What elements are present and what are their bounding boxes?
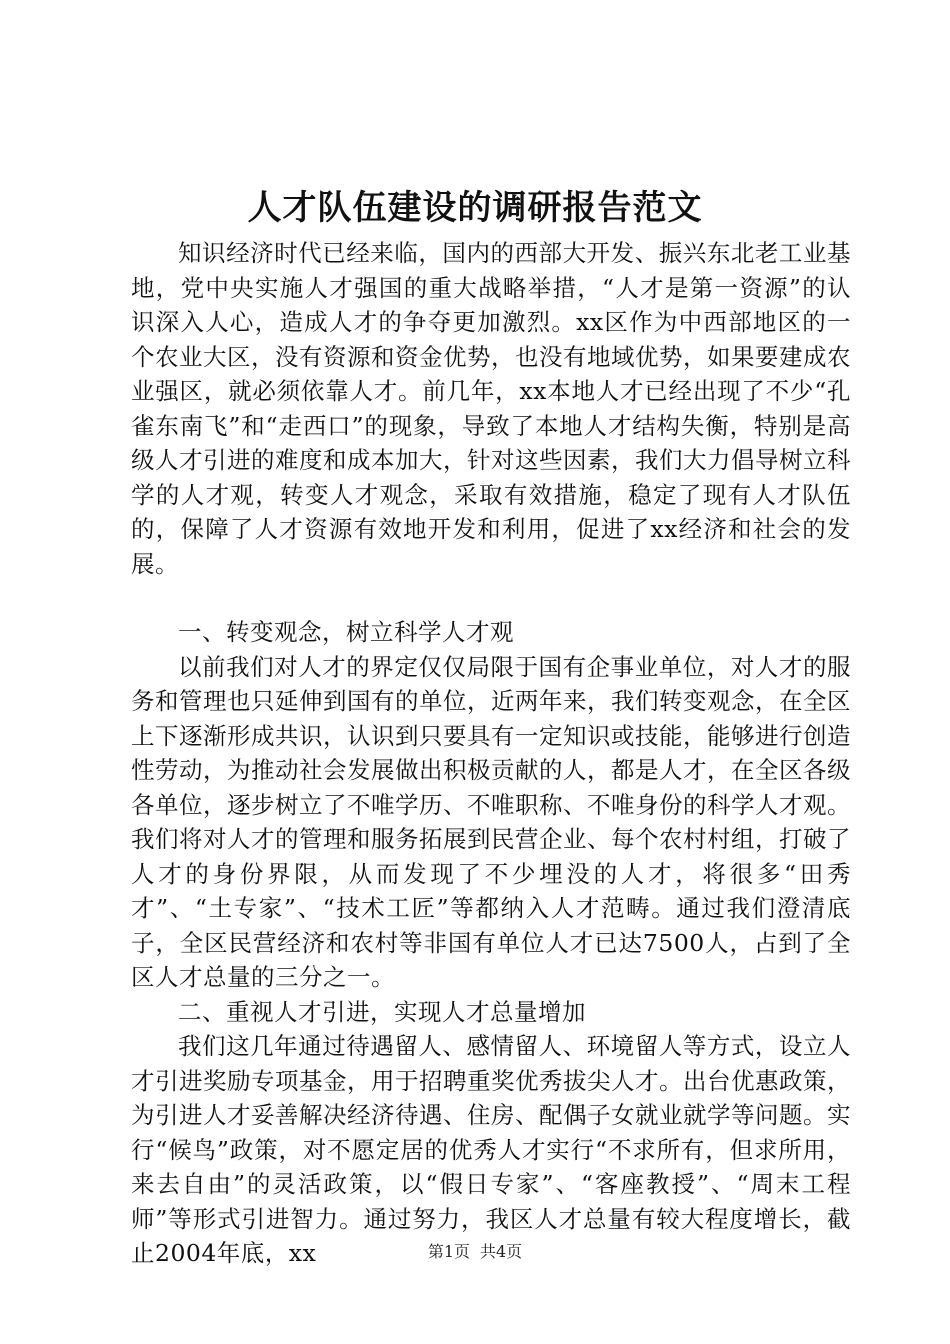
page-footer [0, 1240, 950, 1264]
page-number: 第1页 [427, 1242, 470, 1261]
section-heading-1: 一、转变观念，树立科学人才观 [178, 618, 514, 646]
section-paragraph-2: 我们这几年通过待遇留人、感情留人、环境留人等方式，设立人才引进奖励专项基金，用于招聘重奖优秀拔尖人才。出台优惠政策，为引进人才妥善解决经济待遇、住房、配偶子女就业就学等问题。实行“候鸟”政策，对不愿定居的优秀人才实行“不求所有，但求所用，来去自由”的灵活政策，以“假日专家”、“客座教授”、“周末工程师”等形式引进智力。通过努力，我区人才总量有较大程度增长，截止2004年底，xx [131, 1032, 851, 1267]
page-total: 共4页 [480, 1242, 523, 1261]
section-heading-2: 二、重视人才引进，实现人才总量增加 [178, 997, 586, 1026]
document-title: 人才队伍建设的调研报告范文 [247, 188, 703, 228]
section-paragraph-1: 以前我们对人才的界定仅仅局限于国有企事业单位，对人才的服务和管理也只延伸到国有的单位，近两年来，我们转变观念，在全区上下逐渐形成共识，认识到只要具有一定知识或技能，能够进行创造性劳动，为推动社会发展做出积极贡献的人，都是人才，在全区各级各单位，逐步树立了不唯学历、不唯职称、不唯身份的科学人才观。我们将对人才的管理和服务拓展到民营企业、每个农村村组，打破了人才的身份界限，从而发现了不少埋没的人才，将很多“田秀才”、“土专家”、“技术工匠”等都纳入人才范畴。通过我们澄清底子，全区民营经济和农村等非国有单位人才已达7500人，占到了全区人才总量的三分之一。 [131, 652, 851, 991]
document-body [131, 236, 851, 1271]
intro-paragraph: 知识经济时代已经来临，国内的西部大开发、振兴东北老工业基地，党中央实施人才强国的重大战略举措，“人才是第一资源”的认识深入人心，造成人才的争夺更加激烈。xx区作为中西部地区的一个农业大区，没有资源和资金优势，也没有地域优势，如果要建成农业强区，就必须依靠人才。前几年，xx本地人才已经出现了不少“孔雀东南飞”和“走西口”的现象，导致了本地人才结构失衡，特别是高级人才引进的难度和成本加大，针对这些因素，我们大力倡导树立科学的人才观，转变人才观念，采取有效措施，稳定了现有人才队伍的，保障了人才资源有效地开发和利用，促进了xx经济和社会的发展。 [131, 239, 851, 578]
